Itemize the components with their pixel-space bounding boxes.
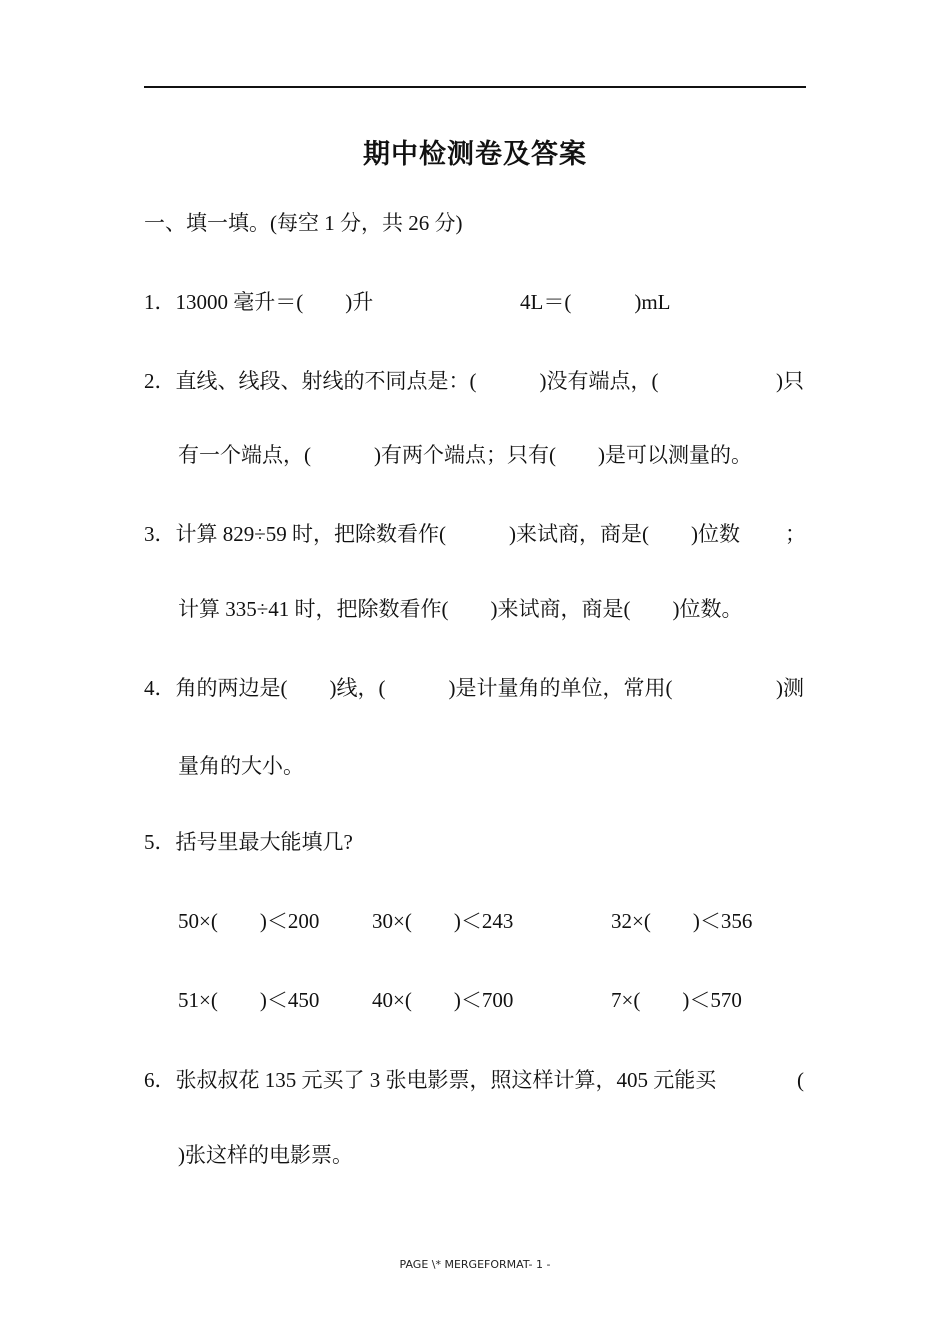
question-2-line-1: 2．直线、线段、射线的不同点是：( )没有端点，(: [144, 369, 659, 393]
question-3-line-1: 3．计算 829÷59 时，把除数看作( )来试商，商是( )位数: [144, 522, 740, 546]
question-5-item: 50×( )＜200: [178, 909, 320, 933]
question-1-part-a: 1．13000 毫升＝( )升: [144, 290, 374, 314]
question-3-line-2: 计算 335÷41 时，把除数看作( )来试商，商是( )位数。: [178, 597, 743, 621]
header-rule: [144, 86, 806, 88]
question-6-line-1-end: (: [797, 1068, 804, 1092]
question-2-line-1-end: )只: [776, 369, 804, 393]
question-5-item: 30×( )＜243: [372, 909, 514, 933]
page-footer: PAGE \* MERGEFORMAT- 1 -: [399, 1258, 551, 1271]
question-5-prompt: 5．括号里最大能填几?: [144, 830, 353, 854]
question-6-line-2: )张这样的电影票。: [178, 1143, 353, 1167]
question-6-line-1: 6．张叔叔花 135 元买了 3 张电影票，照这样计算，405 元能买: [144, 1068, 717, 1092]
page-title: 期中检测卷及答案: [363, 139, 587, 170]
question-3-line-1-end: ；: [785, 522, 806, 546]
question-5-item: 51×( )＜450: [178, 988, 320, 1012]
question-5-item: 7×( )＜570: [611, 988, 742, 1012]
section-heading: 一、填一填。(每空 1 分，共 26 分): [144, 211, 463, 235]
question-5-item: 40×( )＜700: [372, 988, 514, 1012]
question-4-line-1-end: )测: [776, 676, 804, 700]
question-4-line-2: 量角的大小。: [178, 754, 304, 778]
question-4-line-1: 4．角的两边是( )线，( )是计量角的单位，常用(: [144, 676, 673, 700]
question-1-part-b: 4L＝( )mL: [520, 290, 671, 314]
question-2-line-2: 有一个端点，( )有两个端点；只有( )是可以测量的。: [178, 443, 752, 467]
question-5-item: 32×( )＜356: [611, 909, 753, 933]
